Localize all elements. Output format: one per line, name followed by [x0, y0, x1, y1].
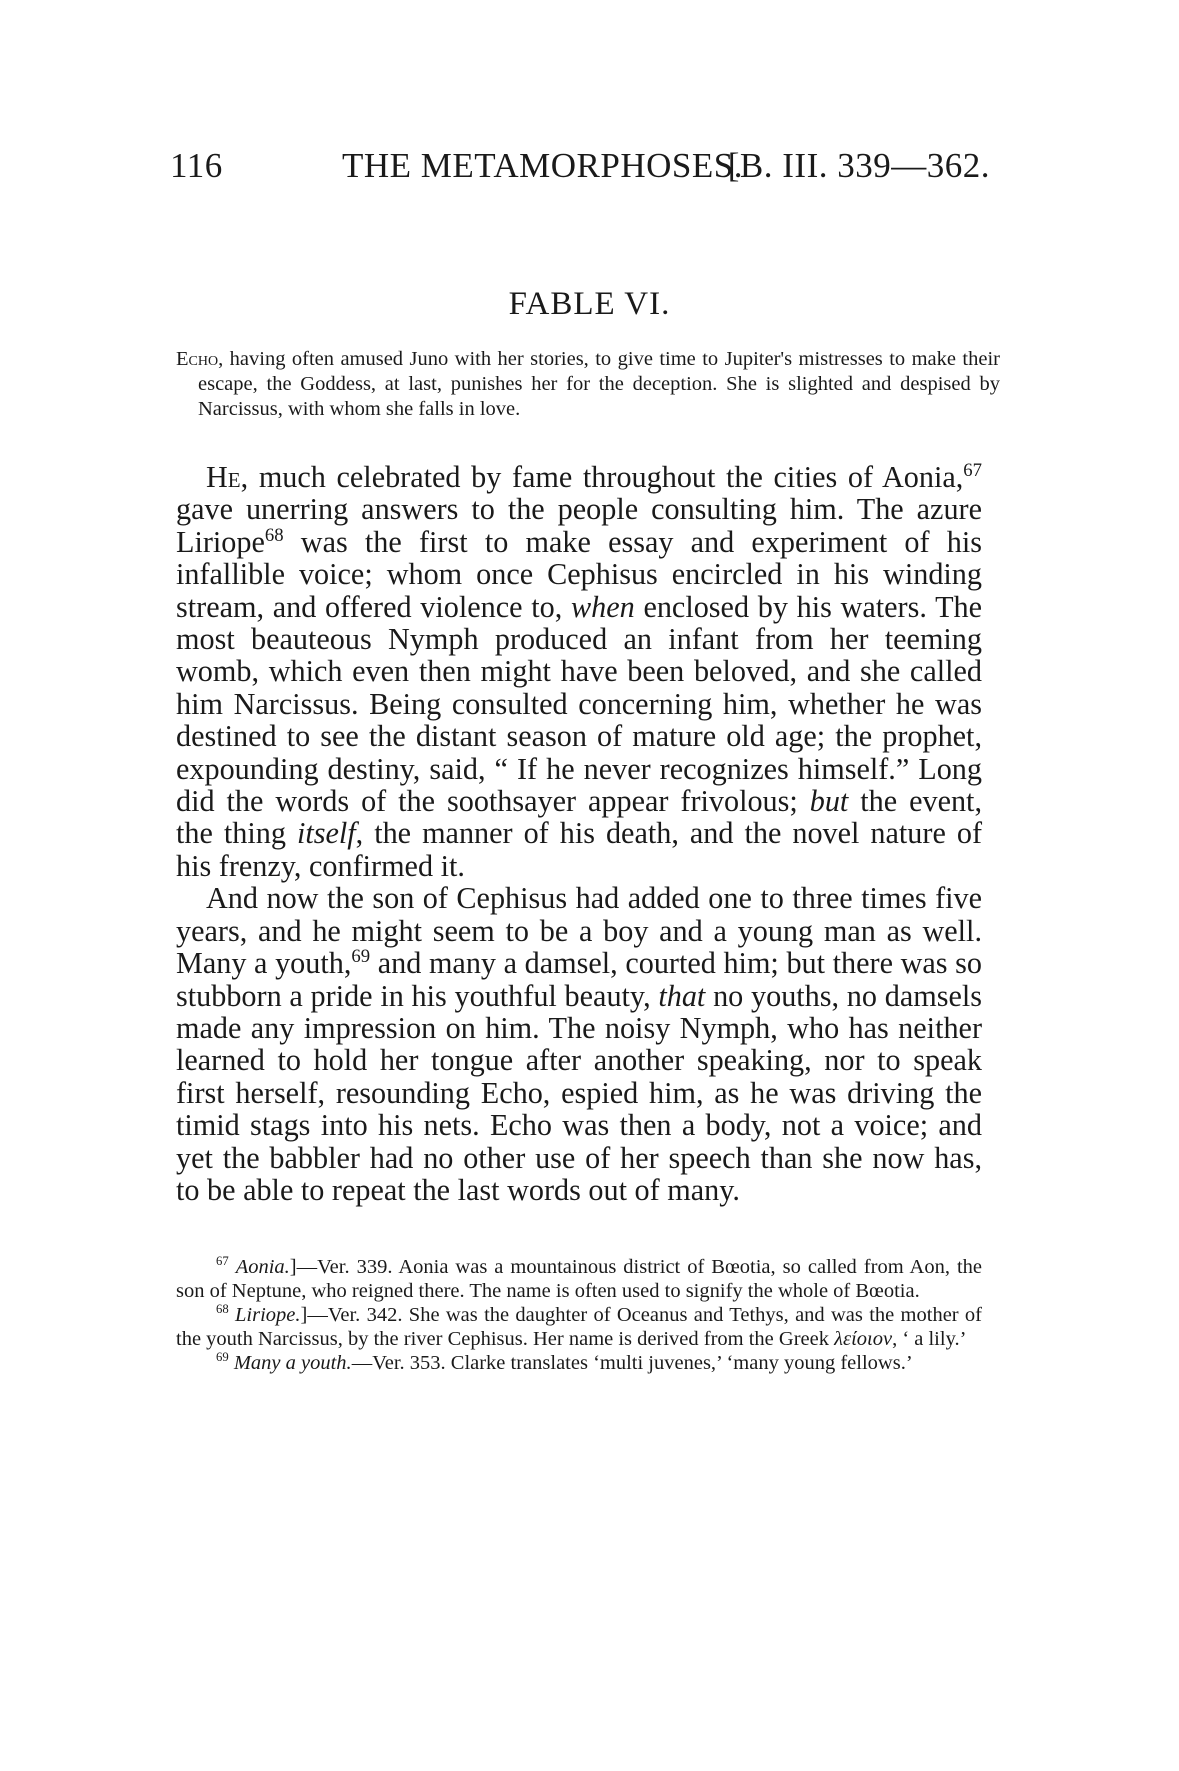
paragraph-2-text: and many a damsel, courted him; but there was so stubborn a pride in his youthful beauty, [176, 946, 982, 1013]
footnote-reference: Many a youth. [233, 1352, 352, 1374]
running-header [170, 146, 990, 196]
paragraph-1-text: was the first to make essay and experiment of his infallible voice; whom once Cephisus encircled in his winding stream, and offered violence to, [176, 524, 982, 624]
footnote-reference: Liriope. [235, 1304, 301, 1326]
paragraph-1-text: gave unerring answers to the people consulting him. The azure Liriope [176, 492, 982, 559]
footnote-marker-67: 67 [963, 459, 982, 481]
footnote-number: 68 [216, 1302, 229, 1317]
footnote-reference: Aonia. [235, 1256, 290, 1278]
footnote-marker-69: 69 [351, 946, 371, 968]
argument-text: , having often amused Juno with her stories, to give time to Jupiter's mistresses to make their escape, the Goddess, at last, punishes her for the deception. She is slighted and despised by Narcissus, with whom she falls in love. [198, 348, 1000, 420]
page-number: 116 [170, 146, 223, 185]
paragraph-2-text: no youths, no damsels made any impression on him. The noisy Nymph, who has neither learned to hold her tongue after another speaking, nor to speak first herself, resounding Echo, espied him, as he was driving the timid stags into his nets. Echo was then a body, not a voice; and yet the babbler had no other use of her speech than she now has, to be able to repeat the last words out of many. [176, 978, 982, 1207]
footnote-68 [176, 1303, 982, 1351]
footnote-number: 69 [216, 1350, 229, 1365]
footnote-text: —Ver. 353. Clarke translates ‘multi juvenes,’ ‘many young fellows.’ [351, 1352, 913, 1374]
italic-word: but [809, 784, 849, 819]
footnote-marker-68: 68 [264, 524, 284, 546]
footnote-number: 67 [216, 1254, 229, 1269]
paragraph-1 [176, 461, 982, 882]
paragraph-1-text: , much celebrated by fame throughout the cities of Aonia, [240, 460, 964, 494]
italic-word: itself [296, 816, 356, 851]
footnotes [176, 1255, 982, 1375]
footnote-text: ]—Ver. 339. Aonia was a mountainous district of Bœotia, so called from Aon, the son of Neptune, who reigned there. The name is often used to signify the whole of Bœotia. [176, 1256, 982, 1302]
italic-word: when [571, 589, 635, 624]
paragraph-1-lead: He [206, 460, 241, 494]
footnote-text: ]—Ver. 342. She was the daughter of Oceanus and Tethys, and was the mother of the youth Narcissus, by the river Cephisus. Her name is derived from the Greek [176, 1304, 983, 1350]
book-line-reference: [B. III. 339—362. [727, 146, 990, 185]
footnote-67 [176, 1255, 982, 1303]
paragraph-1-text: enclosed by his waters. The most beauteous Nymph produced an infant from her teeming womb, which even then might have been beloved, and she called him Narcissus. Being consulted concerning him, whether he was destined to see the distant season of mature old age; the prophet, expounding destiny, said, “ If he never recognizes himself.” Long did the words of the soothsayer appear frivolous; [176, 589, 982, 819]
footnote-text: , ‘ a lily.’ [892, 1328, 967, 1350]
running-title: THE METAMORPHOSES. [342, 146, 743, 185]
paragraph-1-text: , the manner of his death, and the novel nature of his frenzy, confirmed it. [176, 816, 982, 883]
fable-argument [176, 347, 1000, 422]
greek-word: λείοιον [834, 1328, 893, 1350]
fable-title: FABLE VI. [508, 286, 671, 322]
main-text [176, 461, 982, 1206]
paragraph-2-text: And now the son of Cephisus had added one to three times five years, and he might seem to be a boy and a young man as well. Many a youth, [176, 881, 982, 981]
paragraph-1-text: the event, the thing [176, 784, 982, 851]
argument-lead: Echo [176, 348, 219, 370]
paragraph-2 [176, 882, 982, 1206]
italic-word: that [658, 978, 706, 1013]
footnote-69 [176, 1351, 982, 1375]
